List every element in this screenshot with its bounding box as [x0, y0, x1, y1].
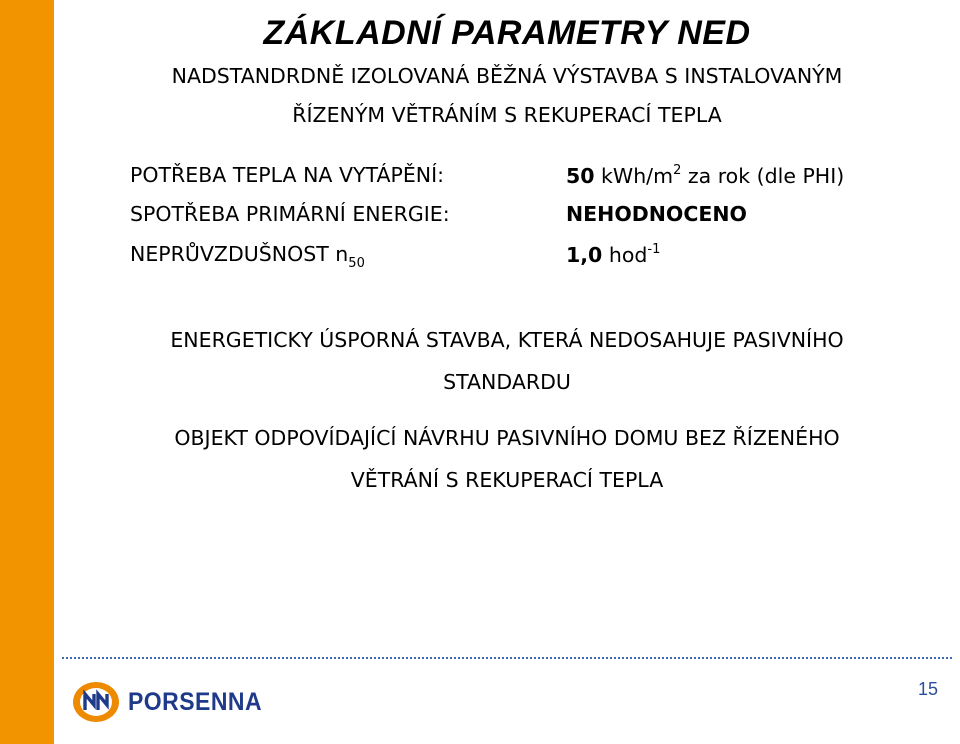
- param-label-airtightness: [130, 242, 365, 271]
- description-line-2: STANDARDU: [443, 370, 571, 394]
- airtightness-value-sup: -1: [647, 242, 661, 257]
- param-label-heating: POTŘEBA TEPLA NA VYTÁPĚNÍ:: [130, 163, 445, 187]
- footer-divider: [62, 657, 952, 659]
- heating-value-unit: kWh/m: [594, 164, 674, 188]
- description-line-1: ENERGETICKY ÚSPORNÁ STAVBA, KTERÁ NEDOSAHUJE PASIVNÍHO: [170, 328, 844, 352]
- heating-value-number: 50: [566, 164, 595, 188]
- heating-value-sup: 2: [673, 163, 682, 178]
- airtightness-value-number: 1,0: [566, 243, 603, 267]
- porsenna-logo: [72, 680, 274, 724]
- subtitle-line-2: ŘÍZENÝM VĚTRÁNÍM S REKUPERACÍ TEPLA: [292, 103, 722, 127]
- airtightness-label-main: NEPRŮVZDUŠNOST n: [130, 242, 349, 266]
- page-number: 15: [917, 679, 938, 699]
- heating-value-tail: za rok (dle PHI): [681, 164, 845, 188]
- airtightness-label-sub: 50: [348, 256, 365, 271]
- airtightness-value-unit: hod: [602, 243, 648, 267]
- orange-sidebar: [0, 0, 54, 744]
- param-label-primary-energy: SPOTŘEBA PRIMÁRNÍ ENERGIE:: [130, 202, 450, 226]
- logo-wordmark: PORSENNA: [128, 687, 263, 716]
- subtitle-line-1: NADSTANDRDNĚ IZOLOVANÁ BĚŽNÁ VÝSTAVBA S INSTALOVANÝM: [171, 64, 843, 88]
- param-value-heating: [566, 163, 844, 188]
- description-line-3: OBJEKT ODPOVÍDAJÍCÍ NÁVRHU PASIVNÍHO DOMU BEZ ŘÍZENÉHO: [174, 426, 840, 450]
- param-value-primary-energy: NEHODNOCENO: [566, 202, 747, 226]
- slide-title: ZÁKLADNÍ PARAMETRY NED: [263, 14, 751, 52]
- param-value-airtightness: [566, 242, 660, 267]
- description-line-4: VĚTRÁNÍ S REKUPERACÍ TEPLA: [350, 468, 664, 492]
- porsenna-logo-icon: [72, 681, 120, 723]
